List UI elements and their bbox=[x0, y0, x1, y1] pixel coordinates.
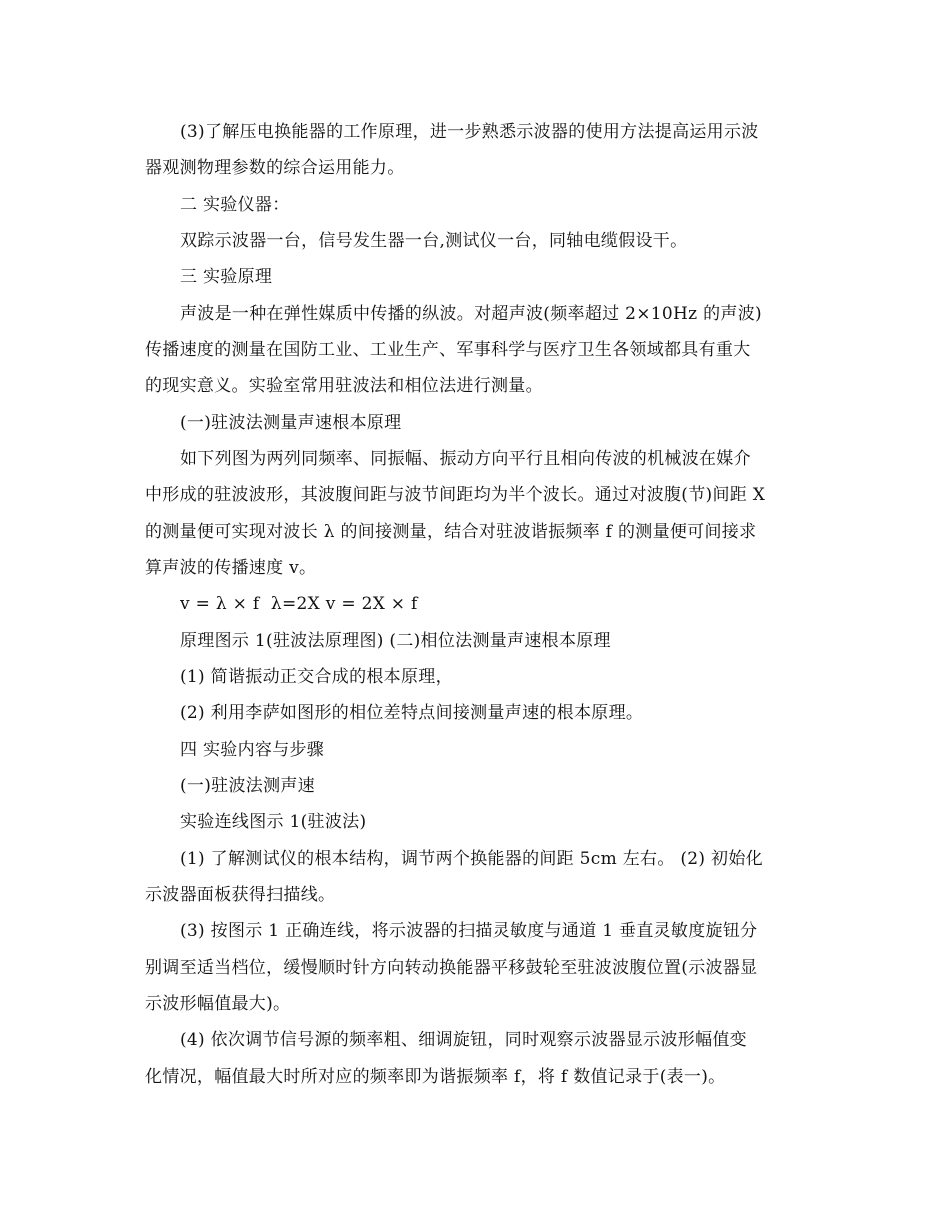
paragraph-line: 化情况，幅值最大时所对应的频率即为谐振频率 f，将 f 数值记录于(表一)。 bbox=[145, 1067, 726, 1087]
paragraph-line: 双踪示波器一台，信号发生器一台,测试仪一台，同轴电缆假设干。 bbox=[180, 231, 688, 251]
paragraph-line: 中形成的驻波波形，其波腹间距与波节间距均为半个波长。通过对波腹(节)间距 X bbox=[145, 485, 766, 505]
paragraph-line: 别调至适当档位，缓慢顺时针方向转动换能器平移鼓轮至驻波波腹位置(示波器显 bbox=[145, 958, 758, 978]
paragraph-line: 器观测物理参数的综合运用能力。 bbox=[145, 158, 405, 178]
paragraph-line: (3)了解压电换能器的工作原理，进一步熟悉示波器的使用方法提高运用示波 bbox=[180, 122, 759, 142]
list-item: (2) 利用李萨如图形的相位差特点间接测量声速的根本原理。 bbox=[180, 703, 644, 723]
paragraph-line: 的测量便可实现对波长 λ 的间接测量，结合对驻波谐振频率 f 的测量便可间接求 bbox=[145, 522, 757, 542]
paragraph-line: 传播速度的测量在国防工业、工业生产、军事科学与医疗卫生各领域都具有重大 bbox=[145, 340, 751, 360]
section-heading: 二 实验仪器： bbox=[180, 195, 290, 215]
list-item: (1) 了解测试仪的根本结构，调节两个换能器的间距 5cm 左右。 (2) 初始化 bbox=[180, 849, 763, 869]
formula-line: v = λ × f λ=2X v = 2X × f bbox=[180, 594, 418, 614]
subsection-heading: (一)驻波法测量声速根本原理 bbox=[180, 413, 402, 433]
list-item: (4) 依次调节信号源的频率粗、细调旋钮，同时观察示波器显示波形幅值变 bbox=[180, 1030, 747, 1050]
paragraph-line: 示波形幅值最大)。 bbox=[145, 994, 291, 1014]
figure-caption: 实验连线图示 1(驻波法) bbox=[180, 812, 367, 832]
list-item: (3) 按图示 1 正确连线，将示波器的扫描灵敏度与通道 1 垂直灵敏度旋钮分 bbox=[180, 921, 758, 941]
paragraph-line: 如下列图为两列同频率、同振幅、振动方向平行且相向传波的机械波在媒介 bbox=[180, 449, 751, 469]
subsection-heading: (一)驻波法测声速 bbox=[180, 776, 315, 796]
figure-caption: 原理图示 1(驻波法原理图) (二)相位法测量声速根本原理 bbox=[180, 631, 611, 651]
paragraph-line: 示波器面板获得扫描线。 bbox=[145, 885, 336, 905]
paragraph-line: 算声波的传播速度 v。 bbox=[145, 558, 317, 578]
list-item: (1) 简谐振动正交合成的根本原理， bbox=[180, 667, 453, 687]
section-heading: 四 实验内容与步骤 bbox=[180, 740, 325, 760]
paragraph-line: 声波是一种在弹性媒质中传播的纵波。对超声波(频率超过 2×10Hz 的声波) bbox=[180, 304, 762, 324]
paragraph-line: 的现实意义。实验室常用驻波法和相位法进行测量。 bbox=[145, 376, 543, 396]
section-heading: 三 实验原理 bbox=[180, 267, 273, 287]
